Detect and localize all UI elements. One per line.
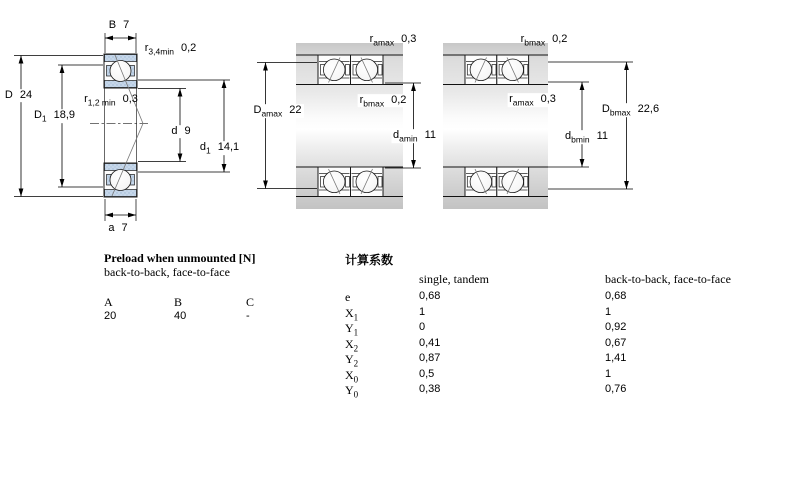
dim-label-Damax xyxy=(252,104,304,118)
factor-value-paired: 0,76 xyxy=(605,383,627,395)
preload-table-subtitle: back-to-back, face-to-face xyxy=(104,265,230,279)
dim-symbol: d xyxy=(171,124,178,137)
dim-value: 22 xyxy=(289,104,302,117)
preload-value-a: 20 xyxy=(104,310,117,322)
factor-value-paired: 1 xyxy=(605,305,612,318)
factors-table-title: 计算系数 xyxy=(345,253,394,267)
dim-symbol: B xyxy=(108,18,117,31)
dim-value: 7 xyxy=(121,221,128,234)
dim-label-d xyxy=(169,125,192,139)
dim-symbol: r xyxy=(84,93,88,106)
factor-symbol: $Y_2$ xyxy=(345,352,359,369)
dim-symbol: r xyxy=(359,93,364,106)
factor-symbol: $Y_0$ xyxy=(345,383,359,400)
preload-value-c: - xyxy=(246,310,250,322)
factor-symbol: $Y_1$ xyxy=(345,321,359,338)
dim-subscript: amax xyxy=(373,37,395,48)
preload-col-header-a: A xyxy=(104,295,113,309)
dim-value: 14,1 xyxy=(217,141,240,154)
preload-table xyxy=(104,251,334,336)
factor-value-paired: 1,41 xyxy=(605,352,627,364)
dim-label-damin xyxy=(391,129,438,143)
factor-value-paired: 0,68 xyxy=(605,290,627,302)
factors-col1-header: single, tandem xyxy=(419,272,489,286)
dim-value: 7 xyxy=(123,18,130,31)
dim-symbol: D xyxy=(4,88,13,101)
dim-label-B xyxy=(109,19,129,33)
dim-label-D1 xyxy=(32,109,77,123)
dim-label-ramax-a xyxy=(370,33,417,47)
dim-value: 18,9 xyxy=(53,109,76,122)
factor-value-single: 0,5 xyxy=(419,367,435,380)
dim-value: 22,6 xyxy=(637,103,660,116)
factor-value-single: 0,38 xyxy=(419,383,441,395)
dim-symbol: D xyxy=(33,109,42,122)
bearing-pair-figure-a xyxy=(257,43,421,209)
dim-value: 0,2 xyxy=(552,33,568,46)
dim-label-rbmax-a xyxy=(358,94,409,108)
dim-label-r12min xyxy=(84,93,138,107)
preload-col-header-b: B xyxy=(174,295,183,309)
factor-value-single: 0 xyxy=(419,321,426,333)
dim-subscript: 1 xyxy=(205,145,211,156)
preload-value-b: 40 xyxy=(174,310,187,322)
dim-symbol: d xyxy=(393,129,400,142)
dim-value: 9 xyxy=(184,124,191,137)
factor-value-paired: 1 xyxy=(605,367,612,380)
dim-value: 24 xyxy=(19,88,33,101)
dim-symbol: d xyxy=(199,141,206,154)
dim-label-rbmax-b xyxy=(521,33,568,47)
calculation-factors-table xyxy=(345,251,785,401)
factor-value-single: 0,41 xyxy=(419,336,441,349)
factor-symbol: e xyxy=(345,290,351,304)
factor-value-single: 0,68 xyxy=(419,290,441,302)
dim-symbol: D xyxy=(601,103,610,116)
dim-symbol: a xyxy=(108,221,115,234)
dim-subscript: 1,2 min xyxy=(87,97,116,108)
dim-value: 0,3 xyxy=(401,33,417,46)
dim-label-d1 xyxy=(198,141,241,155)
dim-subscript: amax xyxy=(512,97,534,108)
dim-label-ramax-b xyxy=(507,93,558,107)
dim-symbol: r xyxy=(509,93,513,106)
factor-symbol: $X_2$ xyxy=(345,336,359,353)
dim-symbol: D xyxy=(253,104,262,117)
factor-value-paired: 0,92 xyxy=(605,321,627,333)
dim-label-D xyxy=(3,89,34,103)
preload-table-title: Preload when unmounted [N] xyxy=(104,251,256,265)
factor-value-paired: 0,67 xyxy=(605,336,627,349)
dim-value: 0,3 xyxy=(540,93,556,106)
factor-symbol: $X_0$ xyxy=(345,367,359,384)
dim-value: 0,2 xyxy=(180,42,197,55)
factor-value-single: 0,87 xyxy=(419,352,441,364)
dim-label-a xyxy=(108,222,127,236)
dim-symbol: d xyxy=(565,130,572,143)
factor-symbol: $X_1$ xyxy=(345,305,359,322)
factors-col2-header: back-to-back, face-to-face xyxy=(605,272,731,286)
dim-label-Dbmax xyxy=(600,103,661,117)
dim-value: 11 xyxy=(424,129,436,142)
dim-subscript: 3,4min xyxy=(148,46,174,57)
preload-col-header-c: C xyxy=(246,295,255,309)
bearing-pair-figure-b xyxy=(443,43,633,209)
dim-subscript: amin xyxy=(399,133,418,144)
dim-label-dbmin xyxy=(563,130,610,144)
dim-subscript: amax xyxy=(261,108,283,119)
dim-value: 11 xyxy=(596,130,608,143)
dim-symbol: r xyxy=(520,33,525,46)
dim-value: 0,2 xyxy=(391,93,407,106)
dim-subscript: bmax xyxy=(609,107,631,118)
dim-subscript: bmin xyxy=(571,134,590,145)
dim-subscript: bmax xyxy=(363,97,385,108)
dim-value: 0,3 xyxy=(122,93,138,106)
dim-symbol: r xyxy=(144,42,149,55)
factor-value-single: 1 xyxy=(419,305,426,318)
dim-subscript: 1 xyxy=(41,113,47,124)
single-bearing-figure xyxy=(14,33,230,221)
dim-subscript: bmax xyxy=(524,37,546,48)
dim-symbol: r xyxy=(369,33,374,46)
dim-label-r34min xyxy=(145,42,196,56)
